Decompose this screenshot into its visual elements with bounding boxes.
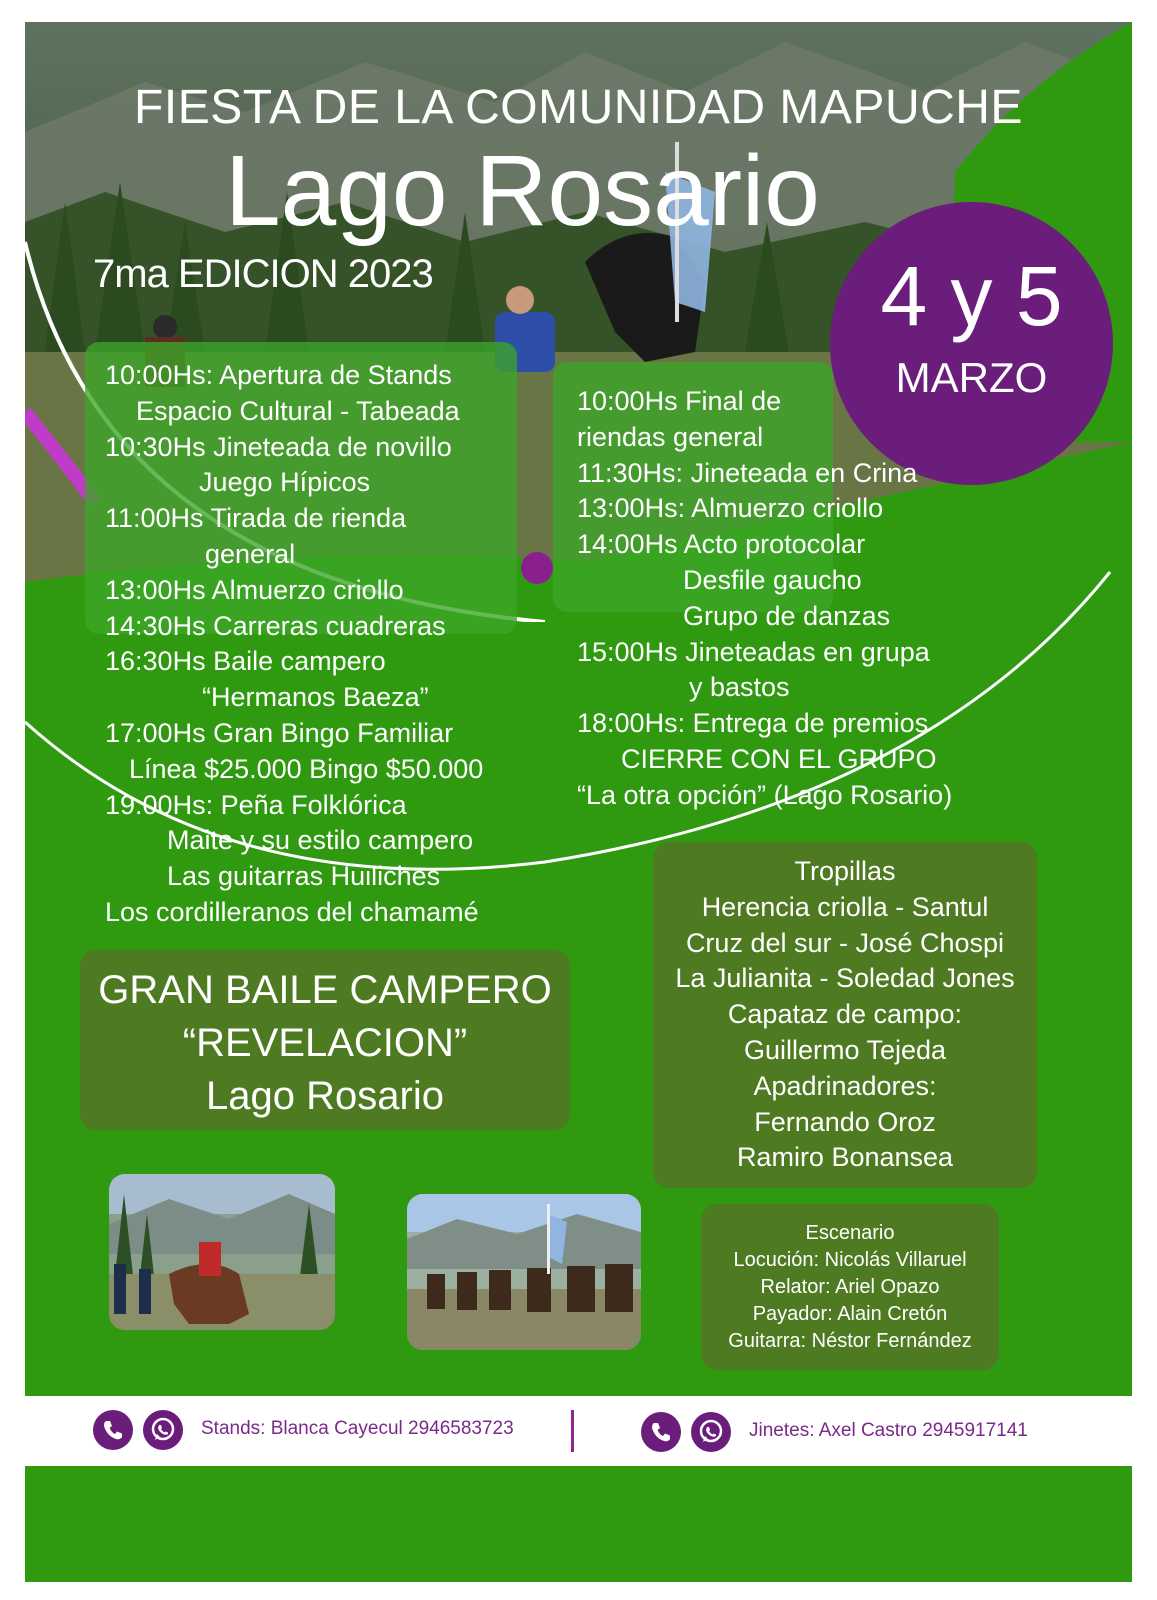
tropillas-box — [653, 842, 1037, 1188]
schedule-line: 18:00Hs: Entrega de premios — [577, 708, 929, 739]
photo-rider-thumb — [109, 1174, 335, 1330]
box-line: “REVELACION” — [182, 1021, 468, 1065]
event-pretitle: FIESTA DE LA COMUNIDAD MAPUCHE — [134, 81, 1023, 134]
box-line: Guitarra: Néstor Fernández — [728, 1330, 972, 1352]
schedule-line: y bastos — [689, 672, 790, 703]
schedule-line: Maite y su estilo campero — [167, 825, 474, 856]
schedule-line: Línea $25.000 Bingo $50.000 — [129, 753, 484, 784]
schedule-line: 13:00Hs Almuerzo criollo — [105, 574, 404, 605]
event-poster — [25, 22, 1132, 1582]
schedule-line: 11:00Hs Tirada de rienda — [105, 503, 407, 534]
box-line: Tropillas — [794, 856, 896, 886]
box-line: Locución: Nicolás Villaruel — [733, 1249, 967, 1271]
box-line: Herencia criolla - Santul — [701, 891, 989, 922]
box-line: Relator: Ariel Opazo — [760, 1276, 940, 1298]
event-title: Lago Rosario — [225, 135, 820, 247]
phone-icon[interactable] — [93, 1410, 133, 1450]
edition-label: 7ma EDICION 2023 — [93, 252, 433, 296]
schedule-line: 10:00Hs: Apertura de Stands — [105, 360, 452, 390]
schedule-line: 17:00Hs Gran Bingo Familiar — [105, 717, 454, 748]
box-line: La Julianita - Soledad Jones — [675, 963, 1015, 994]
jinetes-contact: Jinetes: Axel Castro 2945917141 — [749, 1420, 1028, 1441]
phone-icon[interactable] — [641, 1412, 681, 1452]
box-line: Guillermo Tejeda — [743, 1034, 947, 1065]
escenario-box — [701, 1204, 999, 1370]
schedule-line: 14:30Hs Carreras cuadreras — [105, 610, 446, 641]
schedule-line: general — [205, 538, 296, 569]
schedule-line: CIERRE CON EL GRUPO — [621, 743, 937, 774]
schedule-line: 14:00Hs Acto protocolar — [577, 529, 866, 560]
whatsapp-icon[interactable] — [691, 1412, 731, 1452]
schedule-line: Las guitarras Huiliches — [167, 861, 441, 892]
baile-campero-box — [80, 950, 570, 1130]
box-line: Ramiro Bonansea — [736, 1142, 954, 1173]
box-line: Payador: Alain Cretón — [752, 1303, 948, 1325]
box-line: Apadrinadores: — [753, 1070, 937, 1101]
schedule-line: 11:30Hs: Jineteada en Crina — [577, 457, 918, 488]
box-line: Capataz de campo: — [727, 999, 963, 1030]
schedule-day2 — [577, 384, 952, 814]
whatsapp-icon[interactable] — [143, 1410, 183, 1450]
stands-contact: Stands: Blanca Cayecul 2946583723 — [201, 1418, 514, 1439]
schedule-line: 16:30Hs Baile campero — [105, 646, 386, 677]
schedule-line: 19:00Hs: Peña Folklórica — [105, 789, 407, 820]
date-month: MARZO — [895, 354, 1048, 401]
box-line: Fernando Oroz — [754, 1106, 936, 1137]
decorative-dot — [521, 552, 553, 584]
date-days: 4 y 5 — [880, 249, 1063, 343]
schedule-line: “La otra opción” (Lago Rosario) — [577, 779, 953, 810]
schedule-line: 13:00Hs: Almuerzo criollo — [577, 493, 884, 524]
schedule-line: Los cordilleranos del chamamé — [105, 896, 479, 927]
schedule-line: “Hermanos Baeza” — [202, 682, 429, 713]
box-line: Escenario — [805, 1222, 895, 1244]
footer-divider — [571, 1410, 574, 1452]
box-line: GRAN BAILE CAMPERO — [98, 968, 552, 1012]
box-line: Cruz del sur - José Chospi — [685, 927, 1005, 958]
schedule-line: Grupo de danzas — [683, 600, 891, 631]
schedule-line: Espacio Cultural - Tabeada — [136, 395, 460, 426]
schedule-line: 15:00Hs Jineteadas en grupa — [577, 636, 930, 667]
box-line: Lago Rosario — [206, 1074, 444, 1118]
schedule-line: 10:00Hs Final de — [577, 386, 782, 416]
contact-footer — [25, 1396, 1132, 1466]
schedule-day1 — [105, 358, 483, 931]
photo-parade-thumb — [407, 1194, 641, 1350]
schedule-line: 10:30Hs Jineteada de novillo — [105, 431, 452, 462]
schedule-line: riendas general — [577, 421, 764, 452]
schedule-line: Desfile gaucho — [683, 564, 862, 595]
schedule-line: Juego Hípicos — [199, 467, 371, 498]
